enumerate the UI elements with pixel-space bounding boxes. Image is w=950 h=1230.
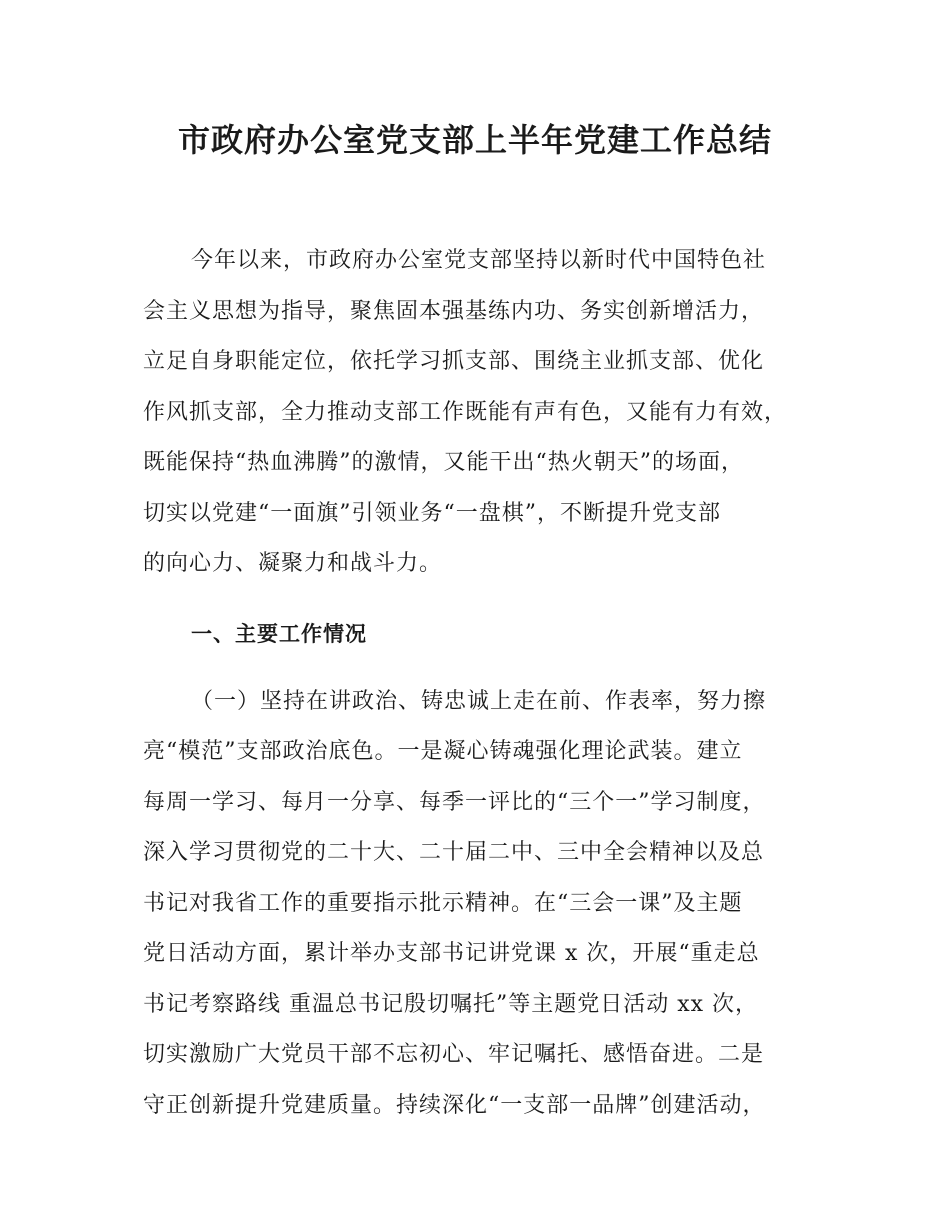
intro-line-7: 的向心力、凝聚力和战斗力。 [143,551,443,576]
section-line-4: 深入学习贯彻党的二十大、二十届二中、三中全会精神以及总 [143,840,765,865]
section-heading: 一、主要工作情况 [191,622,367,646]
section-line-8: 切实激励广大党员干部不忘初心、牢记嘱托、感悟奋进。二是 [143,1042,765,1067]
intro-line-6: 切实以党建“一面旗”引领业务“一盘棋”，不断提升党支部 [143,501,721,526]
section-line-7: 书记考察路线 重温总书记殷切嘱托”等主题党日活动 xx 次， [143,992,759,1017]
section-line-6: 党日活动方面，累计举办支部书记讲党课 x 次，开展“重走总 [143,941,760,966]
intro-line-3: 立足自身职能定位，依托学习抓支部、围绕主业抓支部、优化 [143,349,765,374]
intro-line-1: 今年以来，市政府办公室党支部坚持以新时代中国特色社 [191,248,767,273]
section-line-2: 亮“模范”支部政治底色。一是凝心铸魂强化理论武装。建立 [143,739,743,764]
document-title: 市政府办公室党支部上半年党建工作总结 [177,121,772,159]
intro-line-2: 会主义思想为指导，聚焦固本强基练内功、务实创新增活力， [143,299,765,324]
section-line-1: （一）坚持在讲政治、铸忠诚上走在前、作表率，努力擦 [191,689,767,714]
intro-line-4: 作风抓支部，全力推动支部工作既能有声有色，又能有力有效， [143,400,788,425]
section-line-9: 守正创新提升党建质量。持续深化“一支部一品牌”创建活动， [143,1093,766,1118]
section-line-5: 书记对我省工作的重要指示批示精神。在“三会一课”及主题 [143,891,743,916]
section-line-3: 每周一学习、每月一分享、每季一评比的“三个一”学习制度， [143,790,766,815]
intro-line-5: 既能保持“热血沸腾”的激情，又能干出“热火朝天”的场面， [143,450,744,475]
